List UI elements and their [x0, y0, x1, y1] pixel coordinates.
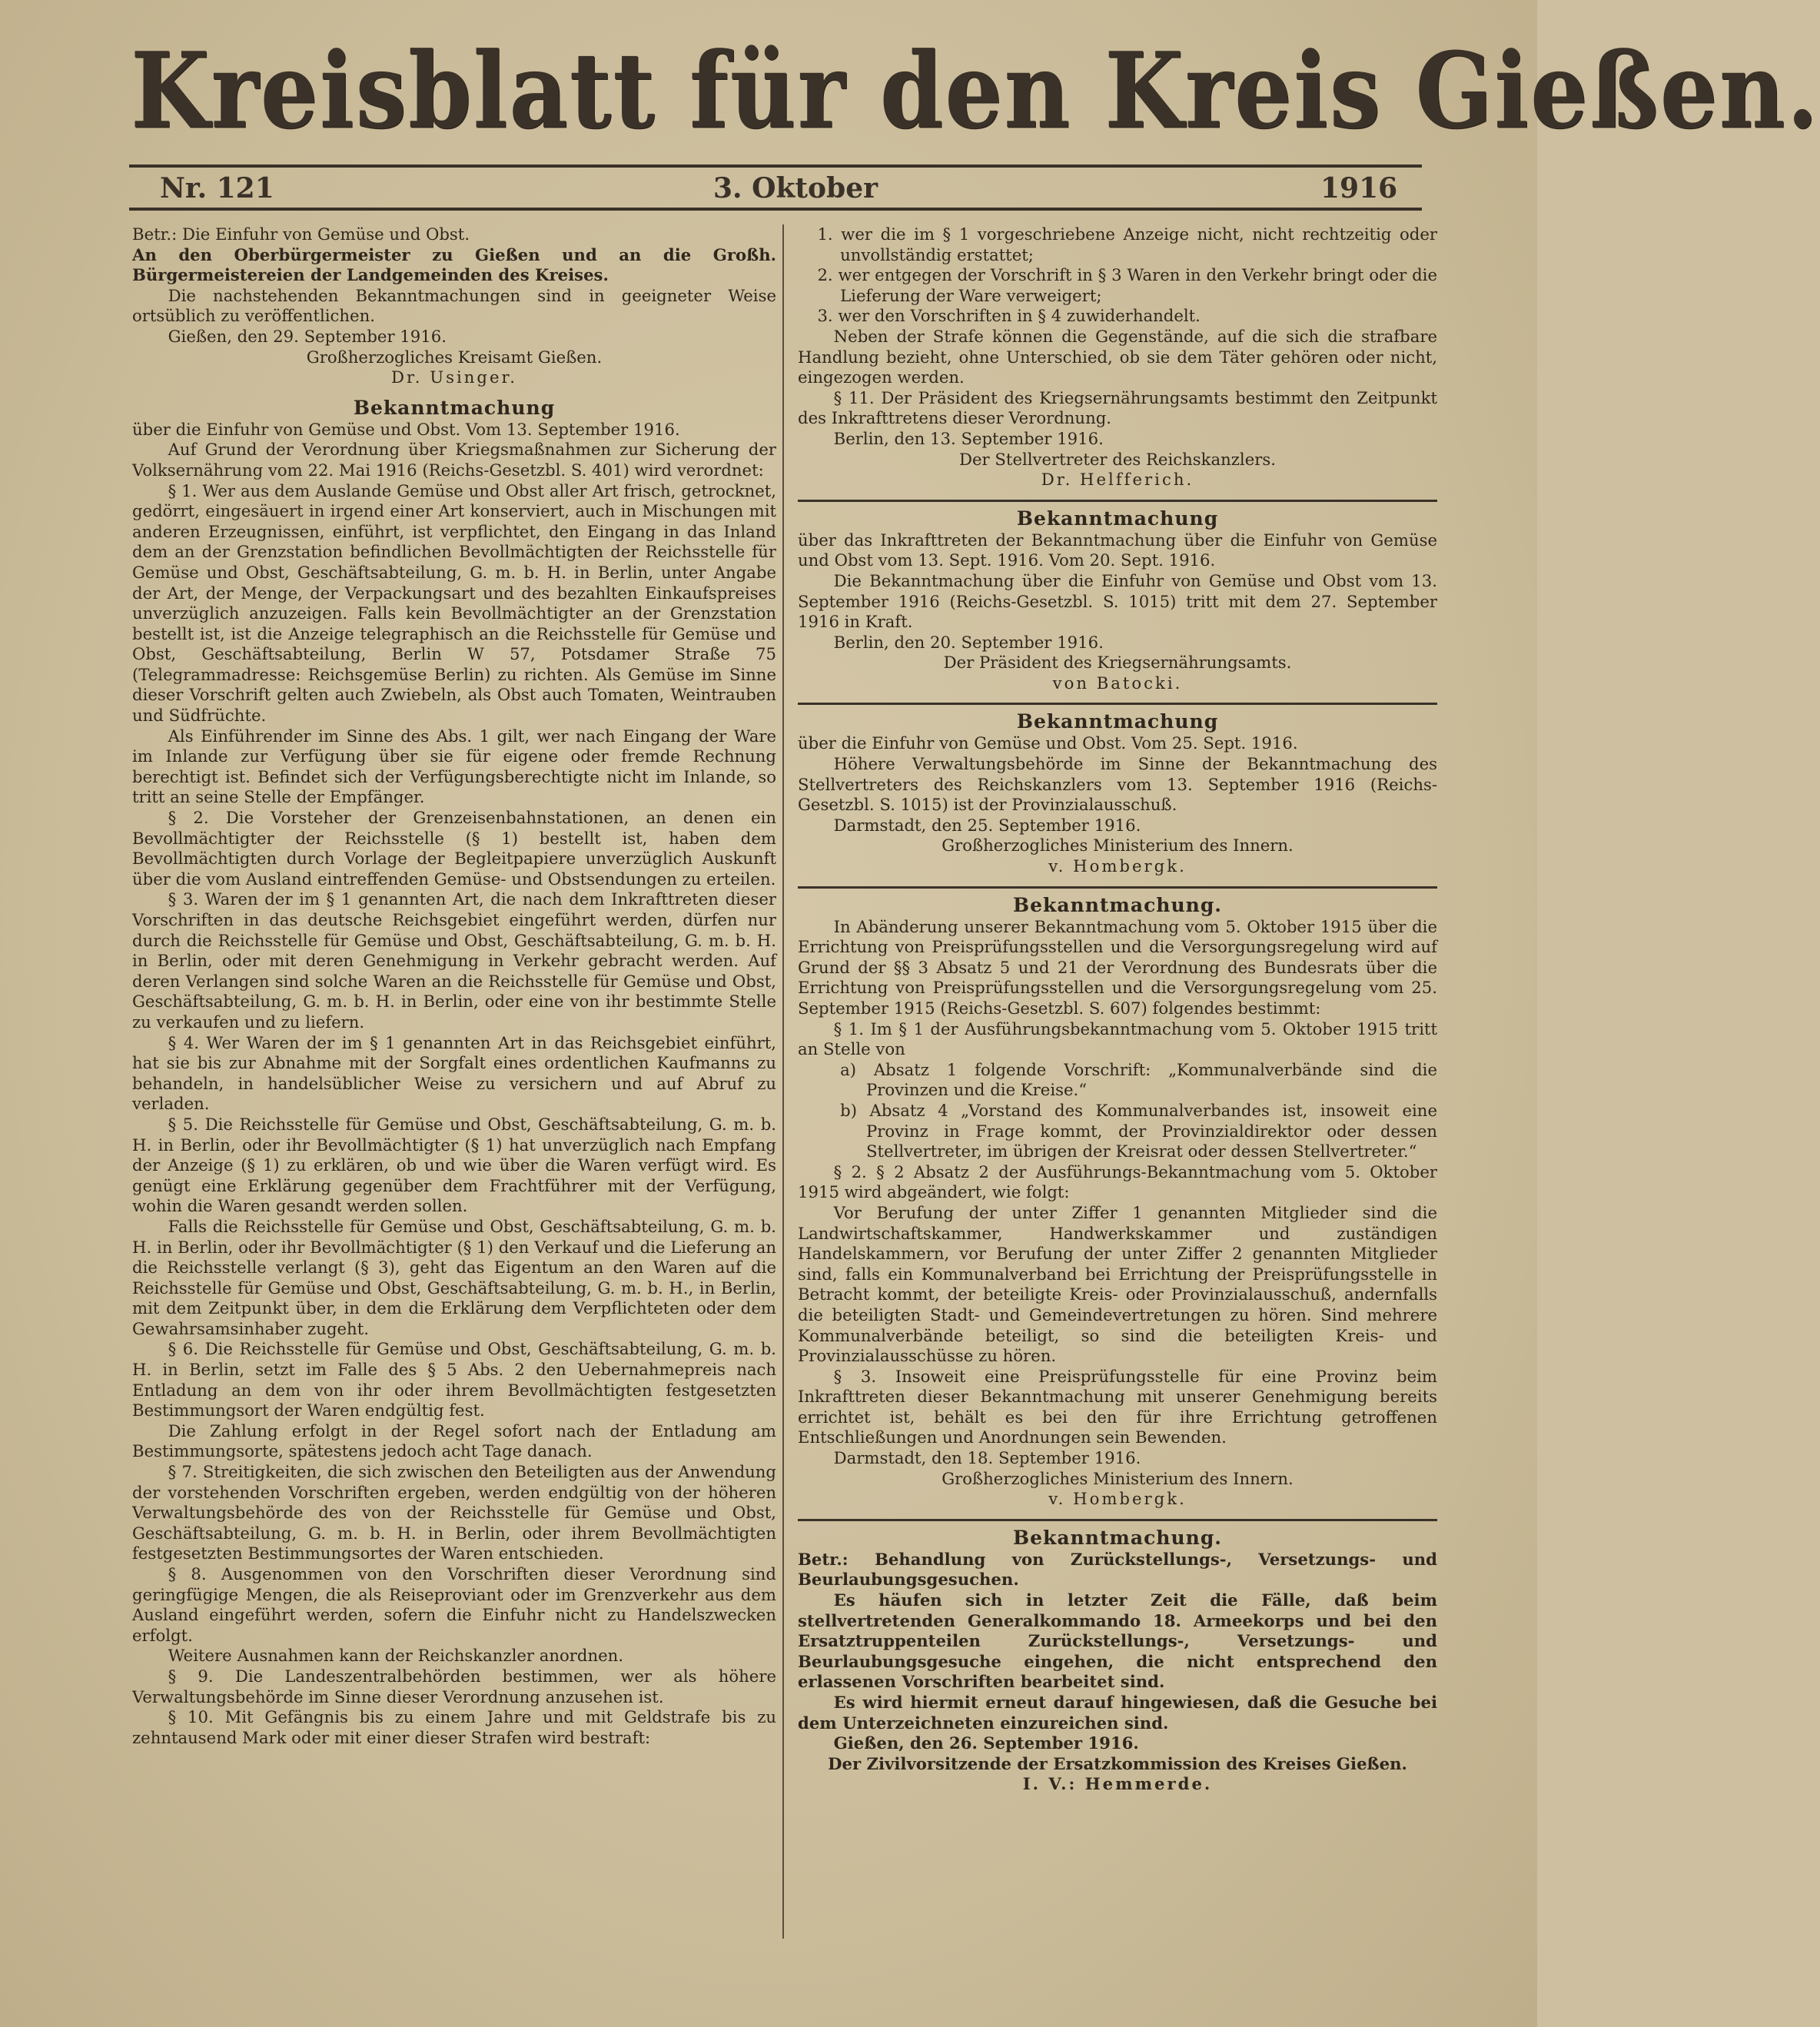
notice-1-para: § 3. Waren der im § 1 genannten Art, die nach dem Inkrafttreten dieser Vorschriften in das deutsche Reichsgebiet eingeführt werden, dürfen nur durch die Reichsstelle für Gemüse und Obst, Geschäftsabteilung, G. m. b. H. in Berlin, oder mit deren Genehmigung in Verkehr gebracht werden. Auf deren Verlangen sind solche Waren an die Reichsstelle für Gemüse und Obst, Geschäftsabteilung, G. m. b. H. in Berlin, oder eine von ihr bestimmte Stelle zu verkaufen und zu liefern.	[132, 889, 776, 1032]
notice-1-para: Auf Grund der Verordnung über Kriegsmaßnahmen zur Sicherung der Volksernährung vom 22. Mai 1916 (Reichs-Gesetzbl. S. 401) wird verordnet:	[132, 440, 776, 480]
intro-betr: Betr.: Die Einfuhr von Gemüse und Obst.	[132, 224, 470, 244]
notice-2-office: Der Präsident des Kriegsernährungsamts.	[943, 653, 1292, 673]
masthead-rule-bottom	[129, 208, 1422, 211]
notice-separator	[798, 886, 1437, 889]
notice-separator	[798, 1519, 1437, 1521]
notice-4-date: Darmstadt, den 18. September 1916.	[833, 1448, 1141, 1468]
notice-5-signer: I. V.: Hemmerde.	[1022, 1774, 1213, 1794]
notice-separator	[798, 703, 1437, 705]
notice-1-signer: Dr. Helfferich.	[1041, 470, 1194, 490]
intro-text: Die nachstehenden Bekanntmachungen sind in geeigneter Weise ortsüblich zu veröffentlichen.	[132, 285, 776, 326]
notice-1-para: § 10. Mit Gefängnis bis zu einem Jahre und mit Geldstrafe bis zu zehntausend Mark oder mit einer dieser Strafen wird bestraft:	[132, 1707, 776, 1747]
notice-2-heading: Bekanntmachung	[1016, 507, 1219, 530]
notice-4-subitem: b) Absatz 4 „Vorstand des Kommunalverbandes ist, insoweit eine Provinz in Frage kommt, der Provinzialdirektor oder dessen Stellvertreter, im übrigen der Kreisrat oder dessen Stellvertreter.“	[840, 1100, 1437, 1161]
notice-1-para: § 7. Streitigkeiten, die sich zwischen den Beteiligten aus der Anwendung der vorstehenden Vorschriften ergeben, werden endgültig von der höheren Verwaltungsbehörde des von der Reichsstelle für Gemüse und Obst, Geschäftsabteilung, G. m. b. H. in Berlin, oder ihrem Bevollmächtigten festgesetzten Bestimmungsortes der Waren entschieden.	[132, 1462, 776, 1563]
notice-1-para: Neben der Strafe können die Gegenstände, auf die sich die strafbare Handlung bezieht, ohne Unterschied, ob sie dem Täter gehören oder nicht, eingezogen werden.	[798, 326, 1437, 387]
notice-3-office: Großherzogliches Ministerium des Innern.	[942, 836, 1294, 856]
issue-number: Nr. 121	[160, 172, 274, 204]
notice-1-para: § 5. Die Reichsstelle für Gemüse und Obst, Geschäftsabteilung, G. m. b. H. in Berlin, oder ihr Bevollmächtigter (§ 1) hat unverzüglich nach Empfang der Anzeige (§ 1) zu erklären, ob und wie über die Waren verfügt wird. Es genügt eine Erklärung gegenüber dem Frachtführer mit der Verfügung, wohin die Waren gesandt werden sollen.	[132, 1114, 776, 1216]
notice-2-signer: von Batocki.	[1052, 673, 1183, 693]
notice-3-heading: Bekanntmachung	[1016, 710, 1219, 733]
notice-1-para: § 2. Die Vorsteher der Grenzeisenbahnstationen, an denen ein Bevollmächtigter der Reichsstelle (§ 1) bestellt ist, haben dem Bevollmächtigten durch Vorlage der Begleitpapiere unverzüglich Auskunft über die vom Ausland eintreffenden Gemüse- und Obstsendungen zu erteilen.	[132, 808, 776, 889]
notice-1-heading: Bekanntmachung	[353, 396, 556, 419]
notice-3-subtitle: über die Einfuhr von Gemüse und Obst. Vom 25. Sept. 1916.	[798, 733, 1298, 753]
notice-1-para: § 11. Der Präsident des Kriegsernährungsamts bestimmt den Zeitpunkt des Inkrafttretens dieser Verordnung.	[798, 387, 1437, 428]
notice-1-para: Die Zahlung erfolgt in der Regel sofort nach der Entladung am Bestimmungsorte, spätestens jedoch acht Tage danach.	[132, 1421, 776, 1461]
notice-1-office: Der Stellvertreter des Reichskanzlers.	[959, 449, 1276, 469]
masthead-rule-top	[129, 164, 1422, 168]
notice-separator	[798, 500, 1437, 502]
notice-2-subtitle: über das Inkrafttreten der Bekanntmachung über die Einfuhr von Gemüse und Obst vom 13. Sept. 1916. Vom 20. Sept. 1916.	[798, 530, 1437, 570]
notice-1-para: § 1. Wer aus dem Auslande Gemüse und Obst aller Art frisch, getrocknet, gedörrt, eingesäuert in irgend einer Art konserviert, auch in Mischungen mit anderen Erzeugnissen, einführt, ist verpflichtet, den Eingang in das Inland dem an der Grenzstation befindlichen Bevollmächtigten der Reichsstelle für Gemüse und Obst, Geschäftsabteilung, G. m. b. H. in Berlin, unter Angabe der Art, der Menge, der Verpackungsart und des bezahlten Einkaufspreises unverzüglich anzuzeigen. Falls kein Bevollmächtigter an der Grenzstation bestellt ist, ist die Anzeige telegraphisch an die Reichsstelle für Gemüse und Obst, Geschäftsabteilung, Berlin W 57, Potsdamer Straße 75 (Telegrammadresse: Reichsgemüse Berlin) zu richten. Als Gemüse im Sinne dieser Vorschrift gelten auch Zwiebeln, als Obst auch Tomaten, Weintrauben und Südfrüchte.	[132, 480, 776, 726]
notice-4-heading: Bekanntmachung.	[1012, 893, 1223, 916]
penalty-item: 2. wer entgegen der Vorschrift in § 3 Waren in den Verkehr bringt oder die Lieferung der Ware verweigert;	[817, 265, 1437, 305]
notice-1-para: Als Einführender im Sinne des Abs. 1 gilt, wer nach Eingang der Ware im Inlande zur Verfügung über sie für eigene oder fremde Rechnung berechtigt ist. Befindet sich der Verfügungsberechtigte nicht im Inlande, so tritt an seine Stelle der Empfänger.	[132, 726, 776, 807]
notice-1-para: § 6. Die Reichsstelle für Gemüse und Obst, Geschäftsabteilung, G. m. b. H. in Berlin, setzt im Falle des § 5 Abs. 2 den Uebernahmepreis nach Entladung an dem von ihr oder ihrem Bevollmächtigten festgesetzten Bestimmungsort der Waren endgültig fest.	[132, 1339, 776, 1421]
intro-signer: Dr. Usinger.	[390, 367, 518, 387]
masthead-title: Kreisblatt für den Kreis Gießen.	[131, 28, 1820, 152]
notice-4-para: In Abänderung unserer Bekanntmachung vom 5. Oktober 1915 über die Errichtung von Preisprüfungsstellen und die Versorgungsregelung wird auf Grund der §§ 3 Absatz 5 und 21 der Verordnung des Bundesrats über die Errichtung von Preisprüfungsstellen und die Versorgungsregelung vom 25. September 1915 (Reichs-Gesetzbl. S. 607) folgendes bestimmt:	[798, 916, 1437, 1018]
right-column	[798, 224, 1437, 1795]
notice-3-para: Höhere Verwaltungsbehörde im Sinne der Bekanntmachung des Stellvertreters des Reichskanzlers vom 13. September 1916 (Reichs-Gesetzbl. S. 1015) ist der Provinzialausschuß.	[798, 754, 1437, 815]
intro-office: Großherzogliches Kreisamt Gießen.	[306, 347, 603, 367]
notice-1-date: Berlin, den 13. September 1916.	[833, 428, 1104, 448]
notice-1-para: § 8. Ausgenommen von den Vorschriften dieser Verordnung sind geringfügige Mengen, die als Reiseproviant oder im Grenzverkehr aus dem Ausland eingeführt werden, sofern die Einfuhr nicht zu Handelszwecken erfolgt.	[132, 1564, 776, 1645]
notice-5-heading: Bekanntmachung.	[1012, 1526, 1223, 1549]
intro-date: Gießen, den 29. September 1916.	[168, 326, 447, 346]
notice-4-office: Großherzogliches Ministerium des Innern.	[942, 1468, 1294, 1488]
notice-5-para: Es wird hiermit erneut darauf hingewiesen, daß die Gesuche bei dem Unterzeichneten einzureichen sind.	[798, 1693, 1437, 1733]
penalty-item: 3. wer den Vorschriften in § 4 zuwiderhandelt.	[817, 306, 1201, 326]
notice-2-date: Berlin, den 20. September 1916.	[833, 632, 1104, 652]
notice-1-para: Weitere Ausnahmen kann der Reichskanzler anordnen.	[168, 1646, 624, 1666]
notice-3-date: Darmstadt, den 25. September 1916.	[833, 815, 1141, 835]
notice-4-signer: v. Hombergk.	[1048, 1489, 1187, 1509]
notice-1-para: § 9. Die Landeszentralbehörden bestimmen, wer als höhere Verwaltungsbehörde im Sinne dieser Verordnung anzusehen ist.	[132, 1666, 776, 1706]
notice-4-para: § 1. Im § 1 der Ausführungsbekanntmachung vom 5. Oktober 1915 tritt an Stelle von	[798, 1018, 1437, 1059]
issue-bar	[129, 169, 1422, 206]
intro-address: An den Oberbürgermeister zu Gießen und an die Großh. Bürgermeistereien der Landgemeinden des Kreises.	[132, 244, 776, 285]
column-divider	[782, 224, 784, 1939]
notice-5-para: Es häufen sich in letzter Zeit die Fälle, daß beim stellvertretenden Generalkommando 18. Armeekorps und bei den Ersatztruppenteilen Zurückstellungs-, Versetzungs- und Beurlaubungsgesuche eingehen, die nicht entsprechend den erlassenen Vorschriften bearbeitet sind.	[798, 1590, 1437, 1692]
notice-3-signer: v. Hombergk.	[1048, 856, 1187, 876]
notice-5-office: Der Zivilvorsitzende der Ersatzkommission des Kreises Gießen.	[828, 1753, 1407, 1773]
notice-4-para: § 2. § 2 Absatz 2 der Ausführungs-Bekanntmachung vom 5. Oktober 1915 wird abgeändert, wie folgt:	[798, 1161, 1437, 1202]
issue-year: 1916	[1320, 172, 1398, 204]
notice-5-betr: Betr.: Behandlung von Zurückstellungs-, Versetzungs- und Beurlaubungsgesuchen.	[798, 1549, 1437, 1590]
notice-1-para: Falls die Reichsstelle für Gemüse und Obst, Geschäftsabteilung, G. m. b. H. in Berlin, oder ihr Bevollmächtigter (§ 1) den Verkauf und die Lieferung an die Reichsstelle verlangt (§ 3), geht das Eigentum an den Waren auf die Reichsstelle für Gemüse und Obst, Geschäftsabteilung, G. m. b. H., in Berlin, mit dem Zeitpunkt über, in dem die Erklärung dem Verpflichteten oder dem Gewahrsamsinhaber zugeht.	[132, 1216, 776, 1338]
notice-1-para: § 4. Wer Waren der im § 1 genannten Art in das Reichsgebiet einführt, hat sie bis zur Abnahme mit der Sorgfalt eines ordentlichen Kaufmanns zu behandeln, in handelsüblicher Weise zu versichern und auf Abruf zu verladen.	[132, 1032, 776, 1114]
notice-4-para: Vor Berufung der unter Ziffer 1 genannten Mitglieder sind die Landwirtschaftskammer, Handwerkskammer und zuständigen Handelskammern, vor Berufung der unter Ziffer 2 genannten Mitglieder sind, falls ein Kommunalverband bei Errichtung der Preisprüfungsstelle in Betracht kommt, der beteiligte Kreis- oder Provinzialausschuß, andernfalls die beteiligten Stadt- und Gemeindevertretungen zu hören. Sind mehrere Kommunalverbände beteiligt, so sind die beteiligten Kreis- und Provinzialausschüsse zu hören.	[798, 1202, 1437, 1366]
left-column	[132, 224, 776, 1748]
notice-1-subtitle: über die Einfuhr von Gemüse und Obst. Vom 13. September 1916.	[132, 419, 680, 439]
issue-date: 3. Oktober	[713, 172, 878, 204]
notice-2-para: Die Bekanntmachung über die Einfuhr von Gemüse und Obst vom 13. September 1916 (Reichs-Gesetzbl. S. 1015) tritt mit dem 27. September 1916 in Kraft.	[798, 570, 1437, 632]
notice-4-subitem: a) Absatz 1 folgende Vorschrift: „Kommunalverbände sind die Provinzen und die Kreise.“	[840, 1059, 1437, 1100]
notice-5-date: Gießen, den 26. September 1916.	[833, 1733, 1139, 1753]
notice-4-para: § 3. Insoweit eine Preisprüfungsstelle für eine Provinz beim Inkrafttreten dieser Bekanntmachung mit unserer Genehmigung bereits errichtet ist, behält es bei den für ihre Errichtung getroffenen Entschließungen und Anordnungen sein Bewenden.	[798, 1366, 1437, 1447]
penalty-item: 1. wer die im § 1 vorgeschriebene Anzeige nicht, nicht rechtzeitig oder unvollständig erstattet;	[817, 224, 1437, 264]
